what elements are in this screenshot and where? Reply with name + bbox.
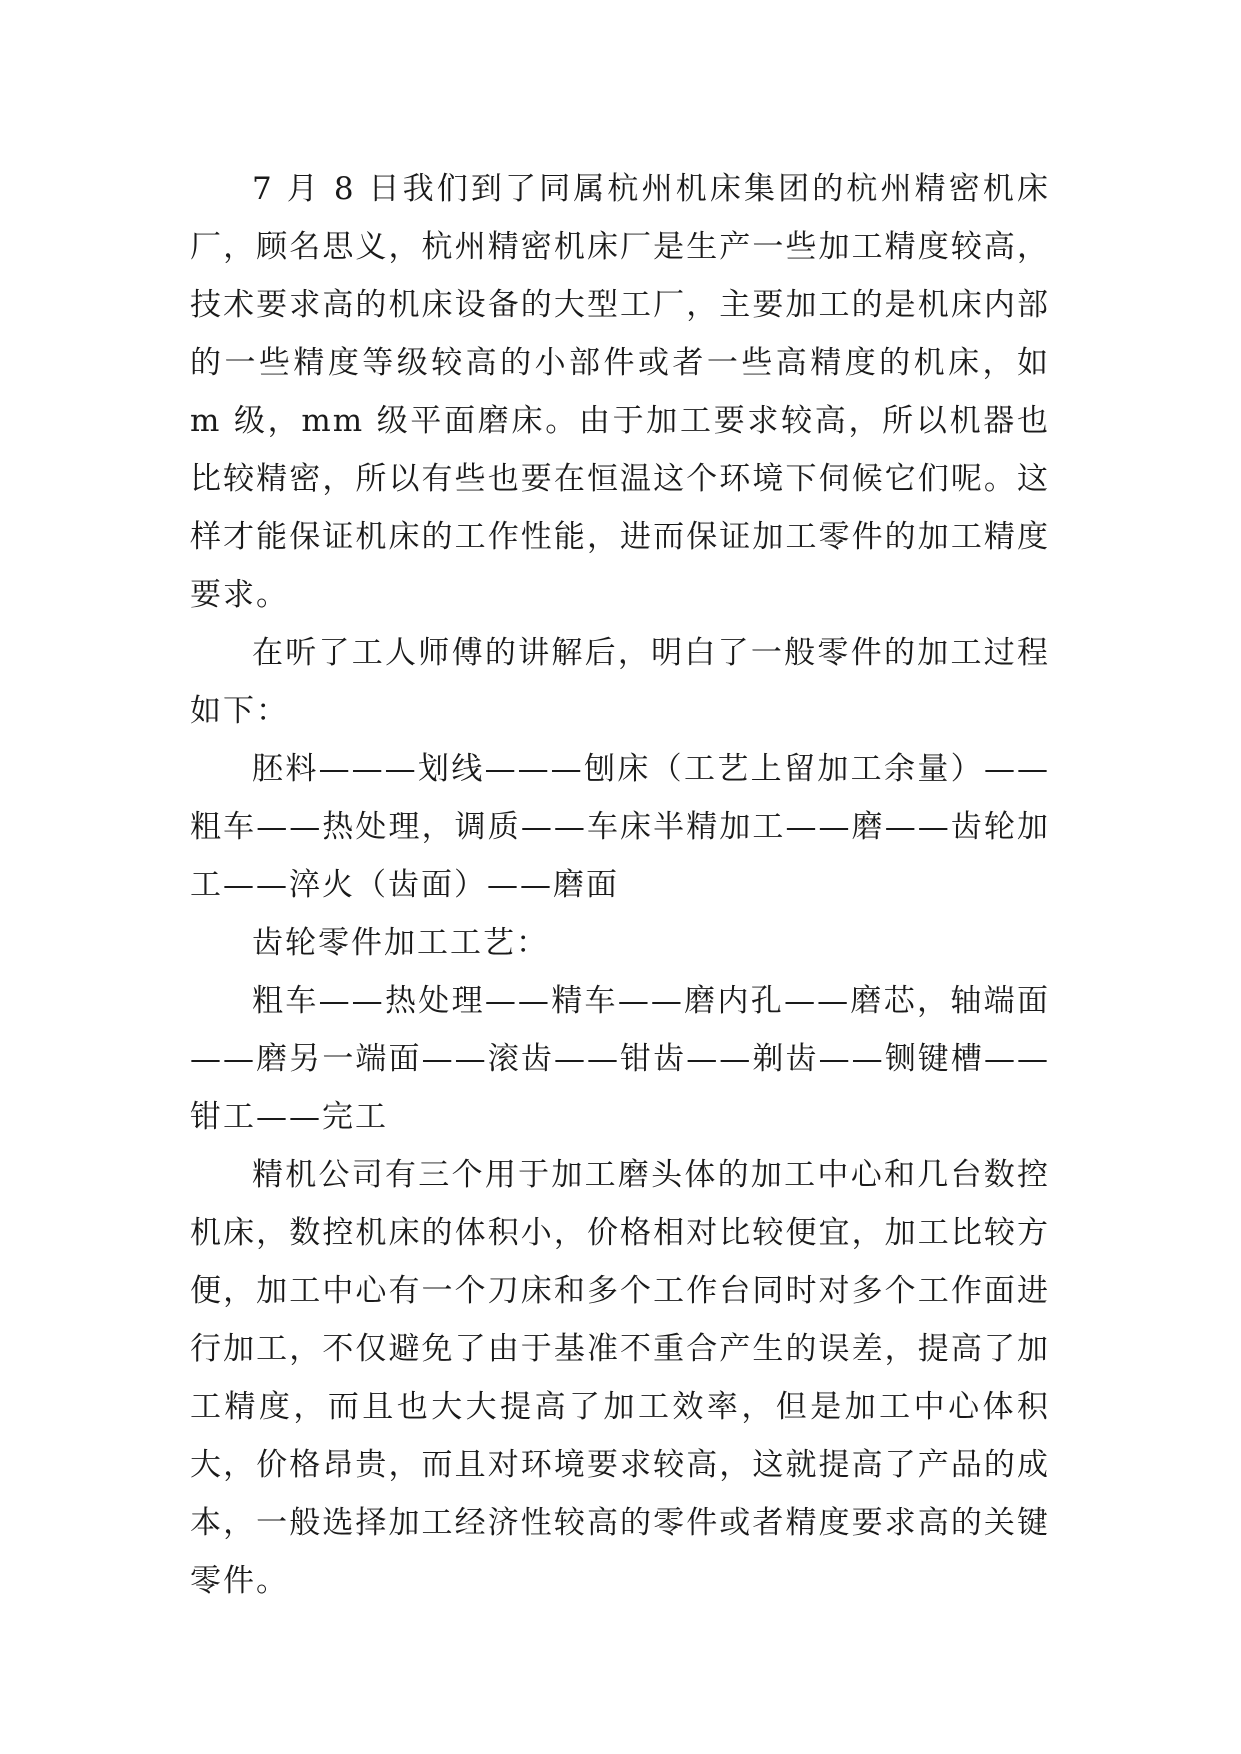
paragraph-visit-intro: 7 月 8 日我们到了同属杭州机床集团的杭州精密机床厂，顾名思义，杭州精密机床厂是生产一些加工精度较高，技术要求高的机床设备的大型工厂，主要加工的是机床内部的一些精度等级较高的小部件或者一些高精度的机床，如 m 级，mm 级平面磨床。由于加工要求较高，所以机器也比较精密，所以有些也要在恒温这个环境下伺候它们呢。这样才能保证机床的工作性能，进而保证加工零件的加工精度要求。 (190, 171, 1050, 613)
paragraph-machining-center: 精机公司有三个用于加工磨头体的加工中心和几台数控机床，数控机床的体积小，价格相对比较便宜，加工比较方便，加工中心有一个刀床和多个工作台同时对多个工作面进行加工，不仅避免了由于基准不重合产生的误差，提高了加工精度，而且也大大提高了加工效率，但是加工中心体积大，价格昂贵，而且对环境要求较高，这就提高了产品的成本，一般选择加工经济性较高的零件或者精度要求高的关键零件。 (190, 1157, 1050, 1599)
paragraph-general-process: 胚料———划线———刨床（工艺上留加工余量）——粗车——热处理，调质——车床半精加工——磨——齿轮加工——淬火（齿面）——磨面 (190, 751, 1050, 903)
paragraph-gear-process: 粗车——热处理——精车——磨内孔——磨芯，轴端面——磨另一端面——滚齿——钳齿——剃齿——铡键槽——钳工——完工 (190, 983, 1050, 1135)
paragraph-gear-title: 齿轮零件加工工艺： (252, 925, 549, 961)
document-body (190, 160, 1050, 1610)
paragraph-process-intro: 在听了工人师傅的讲解后，明白了一般零件的加工过程如下： (190, 635, 1050, 729)
